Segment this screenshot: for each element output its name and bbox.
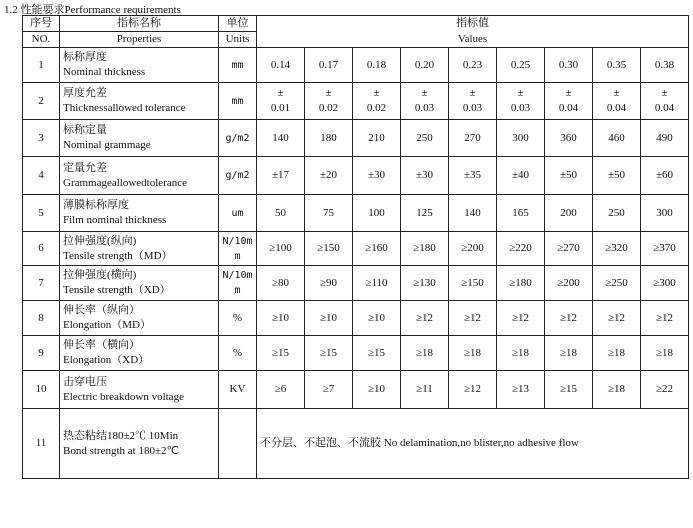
row-number: 1 bbox=[23, 48, 60, 83]
value-cell bbox=[305, 120, 353, 157]
value-cell bbox=[641, 301, 689, 336]
value-text: ≥110 bbox=[365, 276, 388, 289]
value-cell bbox=[353, 120, 401, 157]
value-text: 460 bbox=[608, 131, 625, 144]
property-cell bbox=[60, 336, 219, 371]
value-text: 140 bbox=[272, 131, 289, 144]
property-name-en: Nominal thickness bbox=[63, 66, 146, 78]
value-cell bbox=[305, 48, 353, 83]
value-cell bbox=[545, 195, 593, 232]
unit-cell: N/10mm bbox=[219, 266, 257, 301]
value-cell bbox=[257, 195, 305, 232]
value-text: ≥15 bbox=[367, 346, 386, 359]
value-text: ± bbox=[517, 87, 524, 99]
property-name-en: Bond strength at 180±2℃ bbox=[63, 444, 179, 457]
value-text: ± bbox=[469, 87, 476, 99]
value-cell bbox=[401, 48, 449, 83]
value-text: ± bbox=[373, 87, 380, 99]
value-cell bbox=[305, 336, 353, 371]
value-cell bbox=[497, 157, 545, 195]
value-text: ≥250 bbox=[605, 276, 628, 289]
unit-cell: N/10mm bbox=[219, 232, 257, 266]
property-name-cn: 厚度允差 bbox=[63, 87, 107, 99]
value-cell bbox=[641, 120, 689, 157]
value-text: 0.20 bbox=[414, 58, 435, 71]
value-text: ≥22 bbox=[656, 383, 674, 395]
value-text: ≥100 bbox=[269, 242, 292, 254]
property-name-cn: 薄膜标称厚度 bbox=[63, 199, 129, 211]
value-text: ≥90 bbox=[319, 276, 338, 289]
unit-cell: mm bbox=[219, 83, 257, 120]
performance-table bbox=[22, 15, 689, 479]
row-number: 11 bbox=[23, 409, 60, 479]
property-name-en: Nominal grammage bbox=[63, 139, 151, 151]
table-row bbox=[23, 371, 689, 409]
value-cell bbox=[545, 157, 593, 195]
unit-cell: mm bbox=[219, 48, 257, 83]
value-cell bbox=[593, 157, 641, 195]
value-text-second-line: 0.02 bbox=[318, 102, 339, 114]
value-cell bbox=[353, 157, 401, 195]
row-number: 5 bbox=[23, 195, 60, 232]
property-cell bbox=[60, 120, 219, 157]
value-text: 200 bbox=[560, 206, 577, 219]
value-text: 0.35 bbox=[606, 58, 627, 71]
value-cell bbox=[497, 301, 545, 336]
table-row bbox=[23, 336, 689, 371]
value-text: ≥200 bbox=[557, 276, 580, 289]
property-name-en: Tensile strength（XD） bbox=[63, 284, 171, 296]
value-cell bbox=[353, 301, 401, 336]
value-text-second-line: 0.01 bbox=[270, 102, 291, 114]
note-cell: 不分层、不起泡、不流胶 No delamination,no blister,no adhesive flow bbox=[257, 409, 689, 479]
unit-cell: KV bbox=[219, 371, 257, 409]
value-cell bbox=[353, 83, 401, 120]
value-cell bbox=[401, 83, 449, 120]
header-no-en: NO. bbox=[23, 32, 60, 48]
value-cell bbox=[305, 371, 353, 409]
value-cell bbox=[545, 266, 593, 301]
value-text: 0.25 bbox=[510, 58, 531, 71]
value-cell bbox=[593, 83, 641, 120]
value-text: ≥6 bbox=[274, 383, 287, 395]
value-text: ≥18 bbox=[607, 346, 626, 359]
property-cell bbox=[60, 232, 219, 266]
header-values-cn: 指标值 bbox=[257, 16, 689, 32]
value-text-second-line: 0.04 bbox=[606, 102, 627, 114]
value-text: ≥15 bbox=[559, 383, 578, 395]
header-unit-en: Units bbox=[219, 32, 257, 48]
property-cell bbox=[60, 266, 219, 301]
property-name-en: Grammageallowedtolerance bbox=[63, 176, 187, 189]
value-text: 0.18 bbox=[366, 58, 387, 71]
value-text: ≥220 bbox=[509, 242, 532, 254]
value-cell bbox=[353, 232, 401, 266]
value-cell bbox=[593, 232, 641, 266]
value-text: ≥10 bbox=[367, 311, 386, 324]
unit-cell: % bbox=[219, 301, 257, 336]
value-cell bbox=[641, 83, 689, 120]
value-text: ±17 bbox=[271, 169, 290, 181]
value-cell bbox=[353, 336, 401, 371]
value-text: 75 bbox=[323, 206, 334, 219]
value-cell bbox=[257, 301, 305, 336]
property-cell bbox=[60, 195, 219, 232]
value-cell bbox=[353, 48, 401, 83]
value-cell bbox=[545, 120, 593, 157]
property-name-en: Elongation（XD） bbox=[63, 354, 150, 366]
value-text-second-line: 0.03 bbox=[414, 102, 435, 114]
property-cell bbox=[60, 371, 219, 409]
value-text-second-line: 0.03 bbox=[510, 102, 531, 114]
value-text: 0.23 bbox=[462, 58, 483, 71]
value-cell bbox=[593, 48, 641, 83]
unit-cell bbox=[219, 409, 257, 479]
value-text: ≥150 bbox=[461, 276, 484, 289]
value-text: 300 bbox=[512, 131, 529, 144]
value-text: ≥12 bbox=[656, 311, 674, 324]
value-text: ±35 bbox=[463, 169, 482, 181]
value-cell bbox=[641, 336, 689, 371]
unit-cell: g/m2 bbox=[219, 157, 257, 195]
value-cell bbox=[641, 371, 689, 409]
value-text: 0.14 bbox=[270, 58, 291, 71]
table-row bbox=[23, 195, 689, 232]
value-text: ≥12 bbox=[463, 311, 482, 324]
value-cell bbox=[257, 48, 305, 83]
value-text: ±60 bbox=[656, 169, 674, 181]
value-text: 210 bbox=[368, 131, 385, 144]
unit-cell: um bbox=[219, 195, 257, 232]
value-text: ≥12 bbox=[415, 311, 434, 324]
value-cell bbox=[497, 232, 545, 266]
value-text: ± bbox=[277, 87, 284, 99]
value-text: 0.38 bbox=[654, 58, 675, 71]
property-cell bbox=[60, 83, 219, 120]
value-cell bbox=[449, 48, 497, 83]
value-text: ± bbox=[613, 87, 620, 99]
value-cell bbox=[305, 157, 353, 195]
row-number: 2 bbox=[23, 83, 60, 120]
value-cell bbox=[641, 157, 689, 195]
value-cell bbox=[305, 266, 353, 301]
value-cell bbox=[449, 83, 497, 120]
value-text: 100 bbox=[368, 206, 385, 219]
table-row bbox=[23, 48, 689, 83]
value-cell bbox=[545, 48, 593, 83]
value-text: ≥200 bbox=[461, 242, 484, 254]
value-text: ±50 bbox=[607, 169, 626, 181]
value-cell bbox=[257, 83, 305, 120]
value-text: ≥130 bbox=[413, 276, 436, 289]
value-cell bbox=[593, 301, 641, 336]
value-cell bbox=[257, 232, 305, 266]
value-text: ≥18 bbox=[511, 346, 530, 359]
value-text: 250 bbox=[608, 206, 625, 219]
value-cell bbox=[449, 195, 497, 232]
property-cell bbox=[60, 157, 219, 195]
value-text: ≥18 bbox=[559, 346, 578, 359]
value-text: ≥180 bbox=[509, 276, 532, 289]
value-cell bbox=[545, 83, 593, 120]
property-cell bbox=[60, 48, 219, 83]
value-cell bbox=[545, 371, 593, 409]
value-text: ≥7 bbox=[322, 383, 335, 395]
value-text: ± bbox=[325, 87, 332, 99]
table-row bbox=[23, 157, 689, 195]
property-name-cn: 击穿电压 bbox=[63, 375, 107, 388]
value-cell bbox=[497, 48, 545, 83]
row-number: 7 bbox=[23, 266, 60, 301]
value-text: 270 bbox=[464, 131, 481, 144]
value-text: ≥160 bbox=[365, 242, 388, 254]
value-cell bbox=[449, 371, 497, 409]
value-cell bbox=[593, 336, 641, 371]
row-number: 9 bbox=[23, 336, 60, 371]
value-text: ≥10 bbox=[319, 311, 338, 324]
property-name-cn: 标称定量 bbox=[63, 124, 107, 136]
value-text: ≥11 bbox=[416, 383, 433, 395]
value-text: ≥150 bbox=[317, 242, 340, 254]
value-text: 165 bbox=[512, 206, 529, 219]
header-no-cn: 序号 bbox=[23, 16, 60, 32]
property-name-cn: 标称厚度 bbox=[63, 51, 107, 63]
value-cell bbox=[257, 120, 305, 157]
value-text: ± bbox=[421, 87, 428, 99]
property-name-cn: 拉伸强度(纵向) bbox=[63, 234, 137, 247]
value-text: ≥12 bbox=[559, 311, 578, 324]
value-text: 300 bbox=[656, 206, 673, 219]
value-text: ≥18 bbox=[607, 383, 626, 395]
value-cell bbox=[641, 48, 689, 83]
value-text: ≥270 bbox=[557, 242, 580, 254]
value-cell bbox=[353, 266, 401, 301]
value-cell bbox=[305, 83, 353, 120]
value-text: 360 bbox=[560, 131, 577, 144]
value-cell bbox=[401, 232, 449, 266]
value-cell bbox=[449, 301, 497, 336]
value-cell bbox=[449, 336, 497, 371]
value-cell bbox=[257, 266, 305, 301]
value-text: 50 bbox=[275, 206, 286, 219]
property-name-en: Thicknessallowed tolerance bbox=[63, 102, 186, 114]
value-cell bbox=[401, 371, 449, 409]
header-properties-en: Properties bbox=[60, 32, 219, 48]
value-text: ≥320 bbox=[605, 242, 628, 254]
value-text: 490 bbox=[656, 131, 673, 144]
property-cell bbox=[60, 301, 219, 336]
property-name-en: Elongation（MD） bbox=[63, 319, 151, 331]
property-name-cn: 伸长率（纵向） bbox=[63, 304, 140, 316]
value-cell bbox=[497, 195, 545, 232]
value-cell bbox=[401, 266, 449, 301]
value-cell bbox=[497, 120, 545, 157]
header-unit-cn: 单位 bbox=[219, 16, 257, 32]
property-name-en: Film nominal thickness bbox=[63, 214, 167, 226]
property-name-cn: 热态粘结180±2℃ 10Min bbox=[63, 429, 179, 442]
row-number: 8 bbox=[23, 301, 60, 336]
value-text: ±50 bbox=[559, 169, 578, 181]
section-heading: 1.2 性能要求Performance requirements bbox=[4, 4, 181, 16]
unit-cell: g/m2 bbox=[219, 120, 257, 157]
property-cell bbox=[60, 409, 219, 479]
value-text: ±30 bbox=[415, 169, 434, 181]
value-cell bbox=[401, 301, 449, 336]
row-number: 10 bbox=[23, 371, 60, 409]
value-text: ±20 bbox=[319, 169, 338, 181]
value-cell bbox=[449, 232, 497, 266]
value-text: 125 bbox=[416, 206, 433, 219]
value-cell bbox=[305, 301, 353, 336]
value-text: ≥18 bbox=[656, 346, 674, 359]
value-cell bbox=[449, 120, 497, 157]
value-cell bbox=[401, 336, 449, 371]
value-cell bbox=[593, 195, 641, 232]
header-row-en bbox=[23, 32, 689, 48]
property-name-en: Tensile strength（MD） bbox=[63, 249, 173, 262]
value-cell bbox=[401, 195, 449, 232]
value-cell bbox=[497, 336, 545, 371]
value-text: ≥370 bbox=[653, 242, 676, 254]
value-cell bbox=[305, 232, 353, 266]
value-text: ≥13 bbox=[511, 383, 530, 395]
value-cell bbox=[593, 371, 641, 409]
header-row-cn bbox=[23, 16, 689, 32]
value-text: ± bbox=[565, 87, 572, 99]
header-values-en: Values bbox=[257, 32, 689, 48]
value-cell bbox=[449, 157, 497, 195]
value-text: ≥12 bbox=[511, 311, 530, 324]
value-cell bbox=[593, 120, 641, 157]
row-number: 4 bbox=[23, 157, 60, 195]
value-cell bbox=[257, 371, 305, 409]
value-cell bbox=[545, 336, 593, 371]
value-cell bbox=[545, 301, 593, 336]
value-text: ≥300 bbox=[653, 276, 676, 289]
row-number: 3 bbox=[23, 120, 60, 157]
value-cell bbox=[641, 195, 689, 232]
value-cell bbox=[593, 266, 641, 301]
property-name-en: Electric breakdown voltage bbox=[63, 390, 184, 403]
table-row bbox=[23, 409, 689, 479]
value-text: 140 bbox=[464, 206, 481, 219]
value-text: ≥12 bbox=[463, 383, 482, 395]
value-text: ±40 bbox=[511, 169, 530, 181]
value-text: ± bbox=[661, 87, 668, 99]
value-text: ≥12 bbox=[607, 311, 626, 324]
value-cell bbox=[641, 232, 689, 266]
value-cell bbox=[497, 83, 545, 120]
value-cell bbox=[497, 371, 545, 409]
value-text: ≥15 bbox=[319, 346, 338, 359]
value-cell bbox=[641, 266, 689, 301]
value-cell bbox=[257, 157, 305, 195]
property-name-cn: 定量允差 bbox=[63, 161, 107, 174]
value-text: ≥18 bbox=[463, 346, 482, 359]
value-text: ±30 bbox=[367, 169, 386, 181]
value-text: ≥180 bbox=[413, 242, 436, 254]
value-cell bbox=[257, 336, 305, 371]
value-text: 0.30 bbox=[558, 58, 579, 71]
value-text: ≥80 bbox=[271, 276, 290, 289]
table-row bbox=[23, 83, 689, 120]
value-cell bbox=[353, 195, 401, 232]
value-text-second-line: 0.03 bbox=[462, 102, 483, 114]
value-text: ≥10 bbox=[271, 311, 290, 324]
unit-cell: % bbox=[219, 336, 257, 371]
table-row bbox=[23, 266, 689, 301]
property-name-cn: 拉伸强度(横向) bbox=[63, 269, 137, 281]
value-text: 180 bbox=[320, 131, 337, 144]
value-cell bbox=[497, 266, 545, 301]
value-cell bbox=[449, 266, 497, 301]
property-name-cn: 伸长率（横向） bbox=[63, 339, 140, 351]
table-row bbox=[23, 232, 689, 266]
value-text: 0.17 bbox=[318, 58, 339, 71]
value-text: ≥15 bbox=[271, 346, 290, 359]
table-row bbox=[23, 301, 689, 336]
value-cell bbox=[401, 120, 449, 157]
row-number: 6 bbox=[23, 232, 60, 266]
table-row bbox=[23, 120, 689, 157]
value-cell bbox=[401, 157, 449, 195]
value-text: 250 bbox=[416, 131, 433, 144]
value-text: ≥18 bbox=[415, 346, 434, 359]
value-cell bbox=[545, 232, 593, 266]
value-text: ≥10 bbox=[367, 383, 386, 395]
header-properties-cn: 指标名称 bbox=[60, 16, 219, 32]
value-text-second-line: 0.04 bbox=[558, 102, 579, 114]
value-cell bbox=[353, 371, 401, 409]
value-text-second-line: 0.04 bbox=[654, 102, 675, 114]
value-text-second-line: 0.02 bbox=[366, 102, 387, 114]
value-cell bbox=[305, 195, 353, 232]
